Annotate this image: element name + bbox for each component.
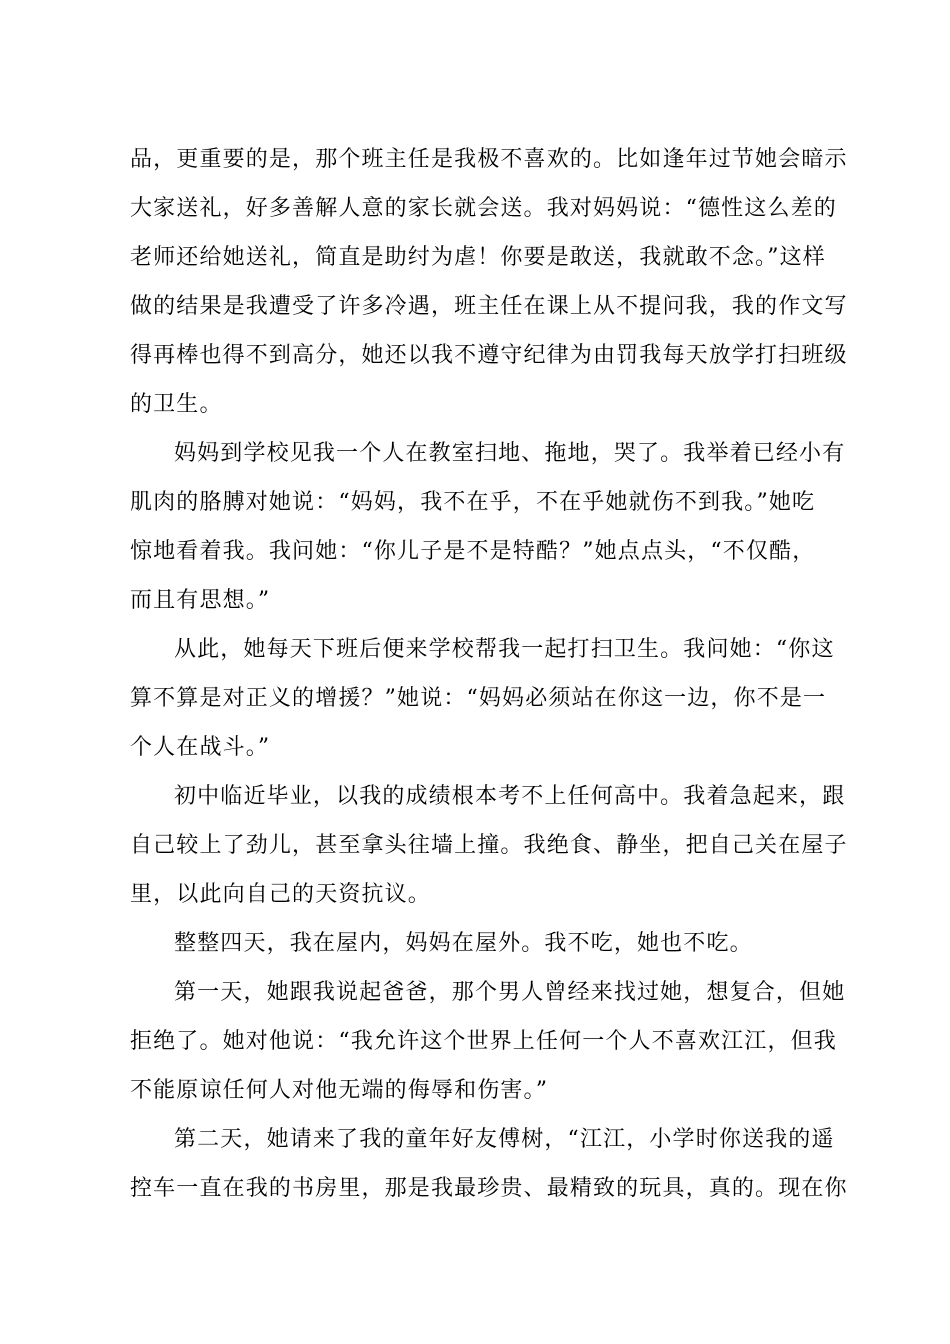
text-line: 第二天，她请来了我的童年好友傅树，“江江，小学时你送我的遥 bbox=[174, 1127, 835, 1152]
text-line: 惊地看着我。我问她：“你儿子是不是特酷？”她点点头，“不仅酷， bbox=[130, 539, 816, 564]
text-line: 从此，她每天下班后便来学校帮我一起打扫卫生。我问她：“你这 bbox=[174, 637, 835, 662]
text-line: 的卫生。 bbox=[130, 392, 223, 417]
text-line: 算不算是对正义的增援？”她说：“妈妈必须站在你这一边，你不是一 bbox=[130, 686, 827, 711]
text-line: 里，以此向自己的天资抗议。 bbox=[130, 882, 431, 907]
text-line: 妈妈到学校见我一个人在教室扫地、拖地，哭了。我举着已经小有 bbox=[174, 441, 846, 466]
text-line: 个人在战斗。” bbox=[130, 735, 271, 760]
text-line: 拒绝了。她对他说：“我允许这个世界上任何一个人不喜欢江江，但我 bbox=[130, 1029, 837, 1054]
text-line: 大家送礼，好多善解人意的家长就会送。我对妈妈说：“德性这么差的 bbox=[130, 196, 837, 221]
text-line: 初中临近毕业，以我的成绩根本考不上任何高中。我着急起来，跟 bbox=[174, 784, 846, 809]
text-line: 而且有思想。” bbox=[130, 588, 271, 613]
text-line: 肌肉的胳膊对她说：“妈妈，我不在乎，不在乎她就伤不到我。”她吃 bbox=[130, 490, 816, 515]
document-body bbox=[130, 135, 848, 1213]
text-line: 第一天，她跟我说起爸爸，那个男人曾经来找过她，想复合，但她 bbox=[174, 980, 846, 1005]
text-line: 不能原谅任何人对他无端的侮辱和伤害。” bbox=[130, 1078, 549, 1103]
text-line: 品，更重要的是，那个班主任是我极不喜欢的。比如逢年过节她会暗示 bbox=[130, 147, 848, 172]
text-line: 自己较上了劲儿，甚至拿头往墙上撞。我绝食、静坐，把自己关在屋子 bbox=[130, 833, 848, 858]
text-line: 整整四天，我在屋内，妈妈在屋外。我不吃，她也不吃。 bbox=[174, 931, 753, 956]
text-line: 老师还给她送礼，简直是助纣为虐！你要是敢送，我就敢不念。”这样 bbox=[130, 245, 826, 270]
text-line: 得再棒也得不到高分，她还以我不遵守纪律为由罚我每天放学打扫班级 bbox=[130, 343, 848, 368]
text-line: 做的结果是我遭受了许多冷遇，班主任在课上从不提问我，我的作文写 bbox=[130, 294, 848, 319]
text-line: 控车一直在我的书房里，那是我最珍贵、最精致的玩具，真的。现在你 bbox=[130, 1176, 848, 1201]
